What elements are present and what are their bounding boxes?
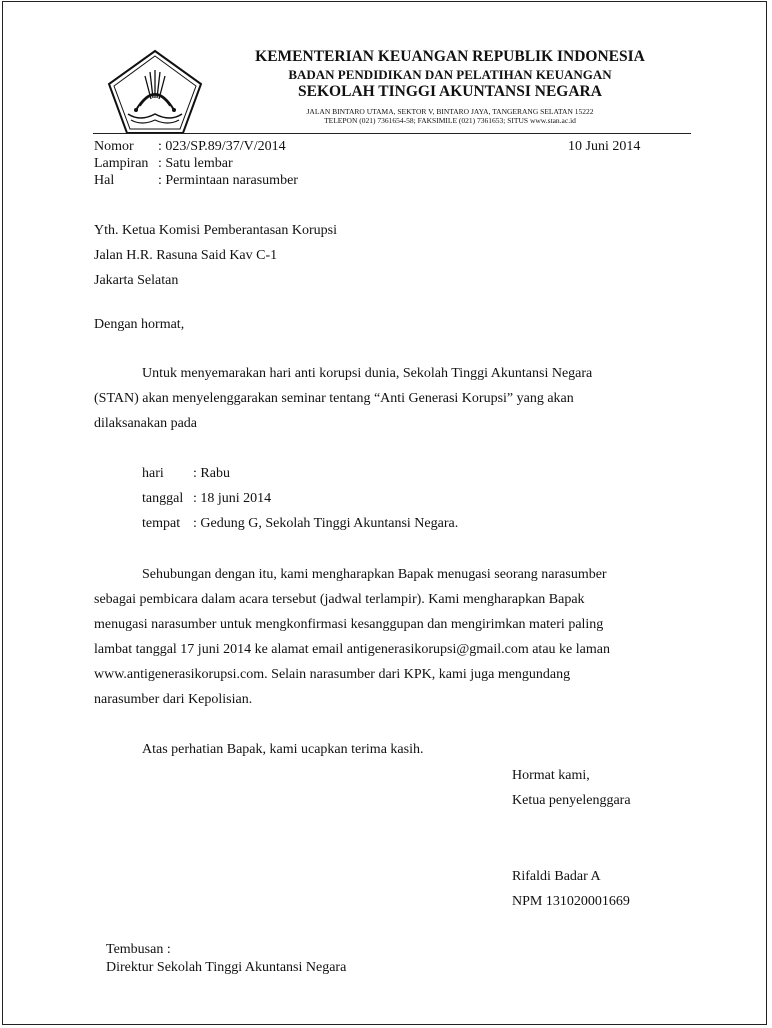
lampiran-label: Lampiran (94, 156, 149, 171)
recipient-line-1: Yth. Ketua Komisi Pemberantasan Korupsi (94, 223, 338, 238)
signature-role: Ketua penyelenggara (512, 793, 631, 808)
letterhead-ministry: KEMENTERIAN KEUANGAN REPUBLIK INDONESIA (255, 48, 645, 65)
event-tanggal-value: : 18 juni 2014 (193, 491, 272, 506)
signature-npm: NPM 131020001669 (512, 894, 630, 909)
letterhead-school: SEKOLAH TINGGI AKUNTANSI NEGARA (298, 83, 602, 100)
event-tempat-label: tempat (142, 516, 181, 531)
paragraph-2-line-1: Sehubungan dengan itu, kami mengharapkan Bapak menugasi seorang narasumber (142, 567, 607, 582)
closing-line: Atas perhatian Bapak, kami ucapkan terima kasih. (142, 742, 424, 757)
paragraph-2-line-5: www.antigenerasikorupsi.com. Selain narasumber dari KPK, kami juga mengundang (94, 667, 571, 682)
letterhead-agency: BADAN PENDIDIKAN DAN PELATIHAN KEUANGAN (288, 67, 612, 82)
event-tanggal-label: tanggal (142, 491, 184, 506)
paragraph-1-line-2: (STAN) akan menyelenggarakan seminar tentang “Anti Generasi Korupsi” yang akan (94, 391, 574, 406)
paragraph-1-line-3: dilaksanakan pada (94, 416, 198, 431)
event-hari-value: : Rabu (193, 466, 230, 481)
paragraph-2-line-4: lambat tanggal 17 juni 2014 ke alamat email antigenerasikorupsi@gmail.com atau ke laman (94, 642, 610, 657)
lampiran-value: : Satu lembar (158, 156, 233, 171)
paragraph-2-line-2: sebagai pembicara dalam acara tersebut (jadwal terlampir). Kami mengharapkan Bapak (94, 592, 585, 607)
paragraph-2-line-3: menugasi narasumber untuk mengkonfirmasi kesanggupan dan mengirimkan materi paling (94, 617, 604, 632)
event-tempat-value: : Gedung G, Sekolah Tinggi Akuntansi Negara. (193, 516, 459, 531)
event-hari-label: hari (142, 466, 164, 481)
cc-item: Direktur Sekolah Tinggi Akuntansi Negara (106, 960, 347, 975)
nomor-value: : 023/SP.89/37/V/2014 (158, 139, 286, 154)
nomor-label: Nomor (94, 139, 134, 154)
recipient-line-3: Jakarta Selatan (94, 273, 179, 288)
cc-label: Tembusan : (106, 942, 171, 957)
letterhead-contact: TELEPON (021) 7361654-58; FAKSIMILE (021) 7361653; SITUS www.stan.ac.id (324, 116, 576, 125)
paragraph-1-line-1: Untuk menyemarakan hari anti korupsi dunia, Sekolah Tinggi Akuntansi Negara (142, 366, 593, 381)
hal-value: : Permintaan narasumber (158, 173, 298, 188)
salutation: Dengan hormat, (94, 317, 185, 332)
signature-greeting: Hormat kami, (512, 768, 590, 783)
recipient-line-2: Jalan H.R. Rasuna Said Kav C-1 (94, 248, 278, 263)
letter-date: 10 Juni 2014 (568, 139, 641, 154)
signature-name: Rifaldi Badar A (512, 869, 601, 884)
letterhead-address: JALAN BINTARO UTAMA, SEKTOR V, BINTARO JAYA, TANGERANG SELATAN 15222 (306, 107, 594, 116)
letterhead-divider (93, 133, 691, 134)
paragraph-2-line-6: narasumber dari Kepolisian. (94, 692, 253, 707)
hal-label: Hal (94, 173, 115, 188)
